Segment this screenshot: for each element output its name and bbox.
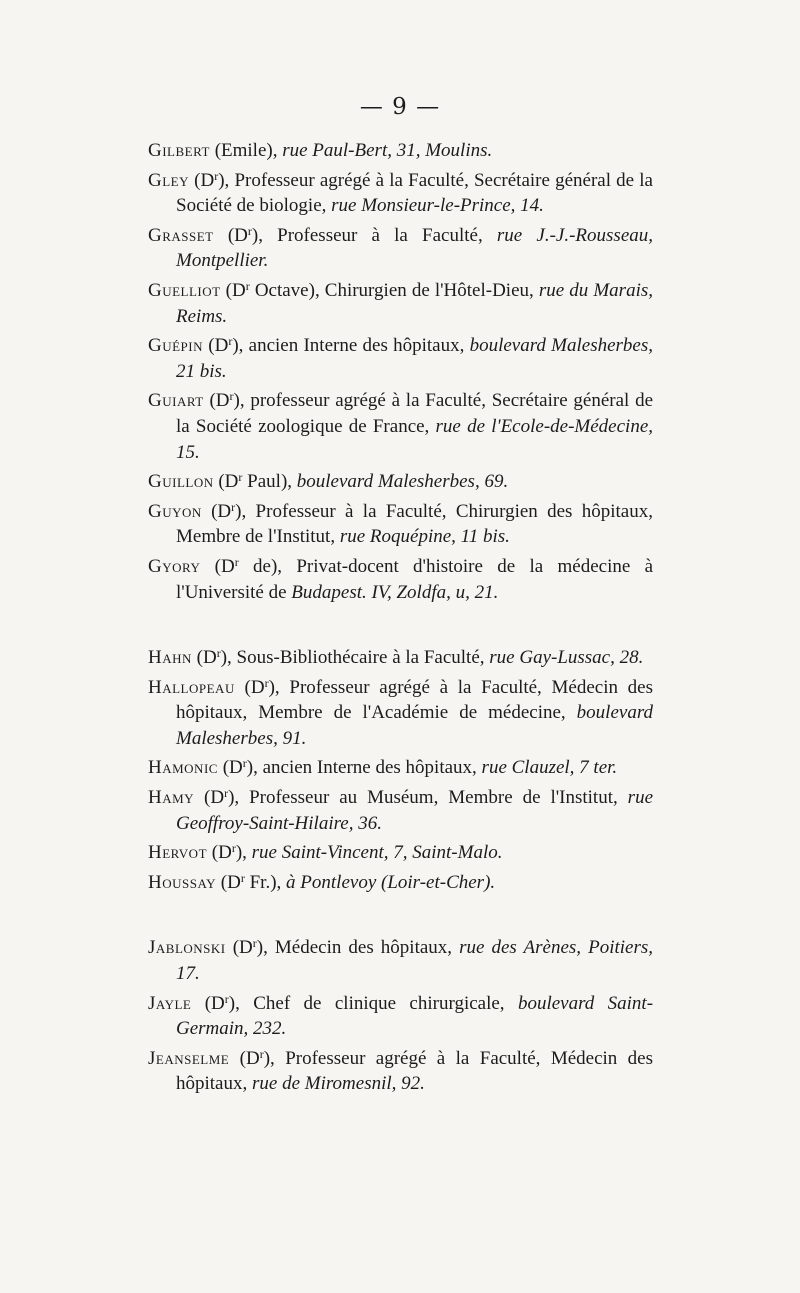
entry-title-close: Octave), <box>249 279 320 301</box>
entry-title-open: (D <box>225 279 246 301</box>
entry-title-open: (D <box>214 555 235 577</box>
entry-address: boulevard Malesherbes, 69. <box>296 471 509 493</box>
entry-title-close: ), <box>268 676 280 698</box>
directory-entry <box>148 554 653 605</box>
directory-entry <box>148 991 653 1042</box>
entry-title-close: ), <box>232 335 244 357</box>
entry-name: Hamy <box>148 787 195 809</box>
entry-title-sup: r <box>224 786 229 801</box>
entry-description: ancien Interne des hôpitaux, <box>262 757 477 779</box>
entry-title-sup: r <box>224 991 229 1006</box>
entry-description: Professeur au Muséum, Membre de l'Institut, <box>249 787 618 809</box>
entry-description: Professeur à la Faculté, Chirurgien des hôpitaux, Membre de l'Institut, <box>176 500 653 548</box>
directory-entry <box>148 785 653 836</box>
directory-entry <box>148 388 653 465</box>
entry-title-sup: r <box>231 499 236 514</box>
entry-description: Professeur agrégé à la Faculté, Secrétaire général de la Société de biologie, <box>176 169 653 217</box>
directory-entry <box>148 138 653 164</box>
entry-title-sup: r <box>228 334 233 349</box>
entry-title-close: Fr.), <box>244 871 282 893</box>
entry-address: rue de l'Ecole-de-Médecine, 15. <box>176 415 653 463</box>
directory-entry <box>148 333 653 384</box>
entry-title-close: ), <box>228 992 240 1014</box>
entry-title-close: ), <box>220 647 232 669</box>
entry-title-sup: r <box>247 223 252 238</box>
directory-entry <box>148 1046 653 1097</box>
entry-title-open: (D <box>211 842 232 864</box>
entry-title-close: ), <box>251 224 263 246</box>
entry-name: Hervot <box>148 842 208 864</box>
entry-title-close: ), <box>228 787 240 809</box>
entry-title-sup: r <box>216 646 221 661</box>
directory-entry <box>148 935 653 986</box>
entry-title-open: (D <box>227 224 248 246</box>
entry-description: Professeur agrégé à la Faculté, Médecin des hôpitaux, Membre de l'Académie de médecine, <box>176 676 654 724</box>
entry-address: boulevard Malesherbes, 91. <box>176 702 654 749</box>
entry-title-sup: r <box>245 278 250 293</box>
entry-title-sup: r <box>240 870 245 885</box>
group-separator <box>148 609 653 645</box>
entry-name: Hahn <box>148 647 192 669</box>
entry-title-open: (D <box>208 335 229 357</box>
entry-address: rue Monsieur-le-Prince, 14. <box>331 195 544 217</box>
entry-title-close: ), <box>233 390 245 412</box>
entry-name: Hamonic <box>148 757 218 779</box>
entry-title-open: (D <box>204 787 225 809</box>
entry-address: rue Roquépine, 11 bis. <box>339 526 510 548</box>
entry-title-sup: r <box>229 389 234 404</box>
entry-title-open: (D <box>232 937 253 959</box>
directory-entry <box>148 870 653 896</box>
entry-name: Jeanselme <box>148 1047 230 1069</box>
entry-title-open: (Emile), <box>214 140 278 161</box>
entry-name: Hallopeau <box>148 676 235 698</box>
entry-address: rue Saint-Vincent, 7, Saint-Malo. <box>251 842 503 864</box>
entry-address: Budapest. IV, Zoldfa, u, 21. <box>291 581 499 603</box>
entry-name: Jablonski <box>148 937 226 959</box>
entry-title-sup: r <box>264 675 269 690</box>
entry-description: Professeur à la Faculté, <box>277 224 483 246</box>
entry-name: Jayle <box>148 992 192 1014</box>
entry-address: rue du Marais, Reims. <box>176 279 653 327</box>
entry-name: Houssay <box>148 871 217 893</box>
entry-address: rue des Arènes, Poitiers, 17. <box>176 937 654 985</box>
entry-name: Guiart <box>148 390 204 412</box>
entry-title-open: (D <box>244 676 265 698</box>
directory-entry <box>148 278 653 329</box>
directory-entries <box>148 138 653 1101</box>
entry-description: ancien Interne des hôpitaux, <box>248 335 465 357</box>
entry-title-open: (D <box>204 992 225 1014</box>
directory-entry <box>148 755 653 781</box>
directory-entry <box>148 469 653 495</box>
entry-address: boulevard Saint-Germain, 232. <box>176 992 654 1040</box>
entry-description: Chef de clinique chirurgicale, <box>253 992 505 1014</box>
entry-description: Chirurgien de l'Hôtel-Dieu, <box>324 279 534 301</box>
entry-title-sup: r <box>234 554 239 569</box>
entry-title-close: ), <box>263 1047 275 1069</box>
entry-title-open: (D <box>222 757 243 779</box>
entry-address: rue Geoffroy-Saint-Hilaire, 36. <box>176 787 653 834</box>
entry-title-sup: r <box>214 168 219 183</box>
entry-name: Gilbert <box>148 140 210 161</box>
entry-name: Guelliot <box>148 279 221 301</box>
entry-title-open: (D <box>196 647 217 669</box>
entry-title-close: ), <box>218 169 230 191</box>
entry-title-close: ), <box>235 500 247 522</box>
directory-entry <box>148 840 653 866</box>
directory-entry <box>148 499 653 550</box>
entry-title-close: Paul), <box>242 471 293 493</box>
entry-address: à Pontlevoy (Loir-et-Cher). <box>286 871 496 893</box>
entry-description: Privat-docent d'histoire de la médecine à l'Université de <box>176 555 654 603</box>
entry-title-open: (D <box>211 500 232 522</box>
entry-title-open: (D <box>218 471 239 493</box>
group-separator <box>148 899 653 935</box>
directory-entry <box>148 223 653 274</box>
entry-title-close: ), <box>246 757 258 779</box>
entry-title-sup: r <box>231 841 236 856</box>
page-number: — 9 — <box>359 94 441 120</box>
entry-name: Grasset <box>148 224 214 246</box>
entry-address: rue Gay-Lussac, 28. <box>489 647 644 669</box>
directory-entry <box>148 168 653 219</box>
directory-entry <box>148 675 653 752</box>
entry-title-open: (D <box>239 1047 260 1069</box>
entry-title-close: ), <box>235 842 247 864</box>
entry-name: Guépin <box>148 335 203 357</box>
entry-title-close: de), <box>238 555 283 577</box>
entry-address: rue de Miromesnil, 92. <box>252 1073 425 1095</box>
entry-name: Guillon <box>148 471 214 493</box>
entry-title-open: (D <box>209 390 230 412</box>
entry-name: Gyory <box>148 555 201 577</box>
entry-title-close: ), <box>256 937 268 959</box>
entry-title-sup: r <box>259 1046 264 1061</box>
entry-name: Gley <box>148 169 189 191</box>
entry-description: professeur agrégé à la Faculté, Secrétaire général de la Société zoologique de France, <box>176 390 654 437</box>
entry-address: rue Clauzel, 7 ter. <box>481 757 618 779</box>
entry-description: Professeur agrégé à la Faculté, Médecin des hôpitaux, <box>176 1047 654 1095</box>
entry-title-sup: r <box>238 470 243 485</box>
entry-title-open: (D <box>194 169 215 191</box>
entry-description: Médecin des hôpitaux, <box>274 937 453 959</box>
entry-title-sup: r <box>242 756 247 771</box>
entry-name: Guyon <box>148 500 202 522</box>
entry-address: boulevard Malesherbes, 21 bis. <box>176 335 654 382</box>
entry-description: Sous-Bibliothécaire à la Faculté, <box>236 647 485 669</box>
entry-address: rue Paul-Bert, 31, Moulins. <box>282 140 493 161</box>
directory-entry <box>148 645 653 671</box>
entry-address: rue J.-J.-Rousseau, Montpellier. <box>176 224 654 272</box>
entry-title-sup: r <box>252 936 257 951</box>
entry-title-open: (D <box>220 871 241 893</box>
